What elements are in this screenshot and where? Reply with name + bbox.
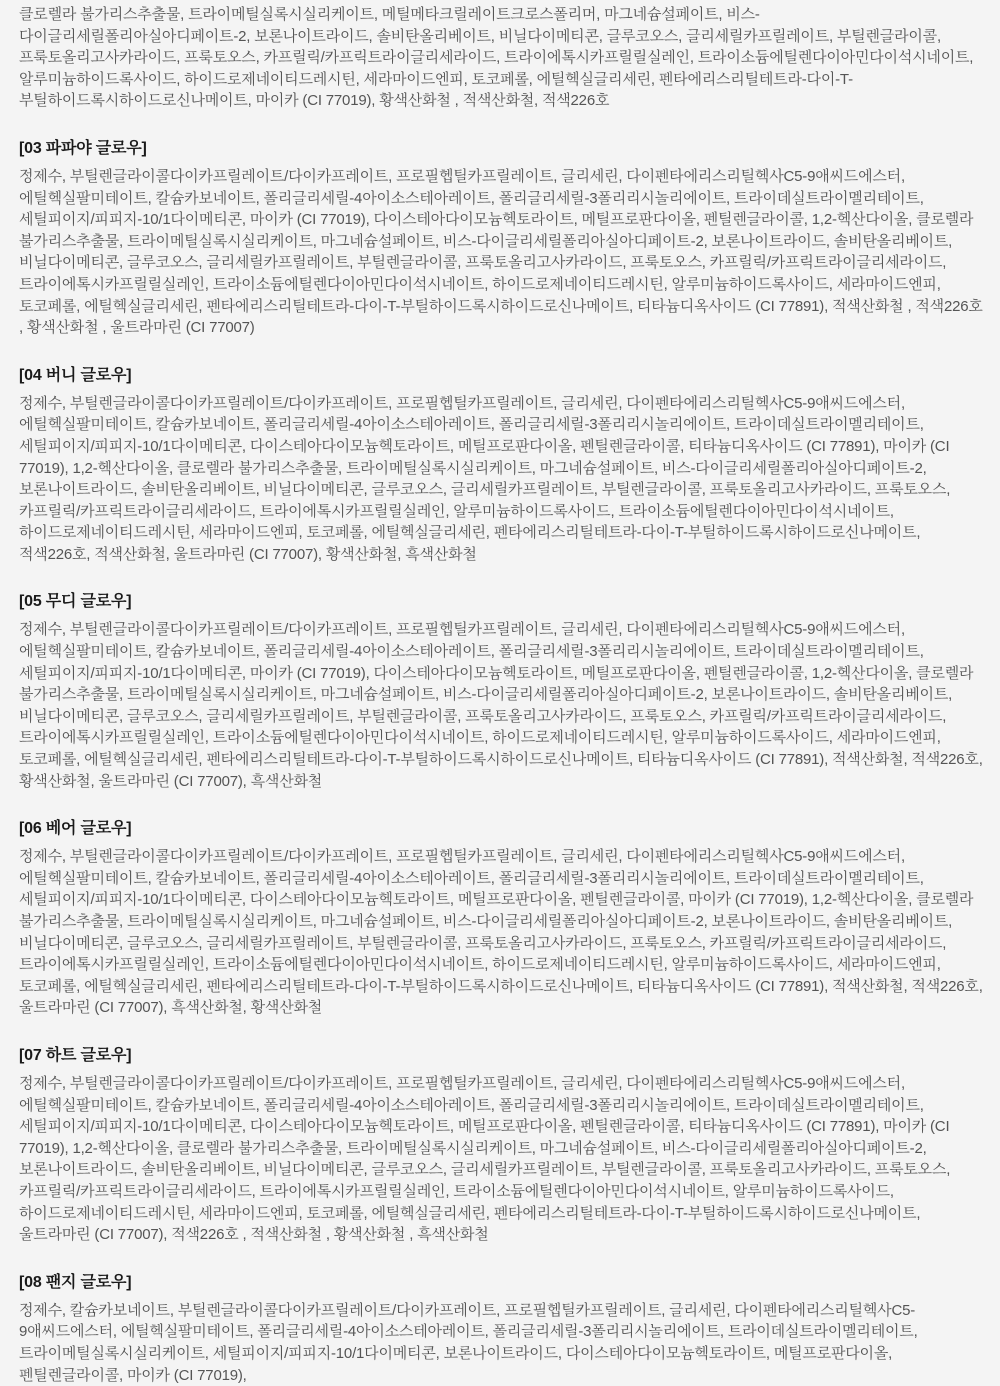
ingredient-section-07-heart-glow xyxy=(19,1045,987,1246)
ingredient-section-02-partial xyxy=(19,4,987,112)
shade-heading: [06 베어 글로우] xyxy=(19,820,132,838)
shade-heading: [07 하트 글로우] xyxy=(19,1046,132,1064)
ingredient-list: 클로렐라 불가리스추출물, 트라이메틸실록시실리케이트, 메틸메타크릴레이트크로스폴리머, 마그네슘설페이트, 비스-다이글리세릴폴리아실아디페이트-2, 보론나이트라이드, 솔비탄올리베이트, 비닐다이메티콘, 글루코오스, 글리세릴카프릴레이트, 부틸렌글라이콜, 프룩토올리고사카라이드, 프룩토오스, 카프릴릭/카프릭트라이글리세라이드, 트라이에톡시카프릴릴실레인, 트라이소듐에틸렌다이아민다이석시네이트, 알루미늄하이드록사이드, 하이드로제네이티드레시틴, 세라마이드엔피, 토코페롤, 에틸헥실글리세린, 펜타에리스리틸테트라-다이-T-부틸하이드록시하이드로신나메이트, 마이카 (CI 77019), 황색산화철 , 적색산화철, 적색226호 xyxy=(19,6,974,110)
ingredient-list: 정제수, 부틸렌글라이콜다이카프릴레이트/다이카프레이트, 프로필헵틸카프릴레이트, 글리세린, 다이펜타에리스리틸헥사C5-9애씨드에스터, 에틸헥실팔미테이트, 칼슘카보네이트, 폴리글리세릴-4아이소스테아레이트, 폴리글리세릴-3폴리리시놀리에이트, 트라이데실트라이멜리테이트, 세틸피이지/피피지-10/1다이메티콘, 마이카 (CI 77019), 다이스테아다이모늄헥토라이트, 메틸프로판다이올, 펜틸렌글라이콜, 1,2-헥산다이올, 클로렐라 불가리스추출물, 트라이메틸실록시실리케이트, 마그네슘설페이트, 비스-다이글리세릴폴리아실아디페이트-2, 보론나이트라이드, 솔비탄올리베이트, 비닐다이메티콘, 글루코오스, 글리세릴카프릴레이트, 부틸렌글라이콜, 프룩토올리고사카라이드, 프룩토오스, 카프릴릭/카프릭트라이글리세라이드, 트라이에톡시카프릴릴실레인, 트라이소듐에틸렌다이아민다이석시네이트, 하이드로제네이티드레시틴, 알루미늄하이드록사이드, 세라마이드엔피, 토코페롤, 에틸헥실글리세린, 펜타에리스리틸테트라-다이-T-부틸하이드록시하이드로신나메이트, 티타늄디옥사이드 (CI 77891), 적색산화철, 적색226호, 황색산화철, 울트라마린 (CI 77007), 흑색산화철 xyxy=(19,621,983,790)
ingredient-list: 정제수, 부틸렌글라이콜다이카프릴레이트/다이카프레이트, 프로필헵틸카프릴레이트, 글리세린, 다이펜타에리스리틸헥사C5-9애씨드에스터, 에틸헥실팔미테이트, 칼슘카보네이트, 폴리글리세릴-4아이소스테아레이트, 폴리글리세릴-3폴리리시놀리에이트, 트라이데실트라이멜리테이트, 세틸피이지/피피지-10/1다이메티콘, 다이스테아다이모늄헥토라이트, 메틸프로판다이올, 펜틸렌글라이콜, 마이카 (CI 77019), 1,2-헥산다이올, 클로렐라 불가리스추출물, 트라이메틸실록시실리케이트, 마그네슘설페이트, 비스-다이글리세릴폴리아실아디페이트-2, 보론나이트라이드, 솔비탄올리베이트, 비닐다이메티콘, 글루코오스, 글리세릴카프릴레이트, 부틸렌글라이콜, 프룩토올리고사카라이드, 프룩토오스, 카프릴릭/카프릭트라이글리세라이드, 트라이에톡시카프릴릴실레인, 트라이소듐에틸렌다이아민다이석시네이트, 하이드로제네이티드레시틴, 알루미늄하이드록사이드, 세라마이드엔피, 토코페롤, 에틸헥실글리세린, 펜타에리스리틸테트라-다이-T-부틸하이드록시하이드로신나메이트, 티타늄디옥사이드 (CI 77891), 적색산화철, 적색226호, 울트라마린 (CI 77007), 흑색산화철, 황색산화철 xyxy=(19,848,983,1017)
shade-heading: [08 팬지 글로우] xyxy=(19,1273,132,1291)
shade-heading: [04 버니 글로우] xyxy=(19,366,132,384)
ingredient-section-08-pansy-glow xyxy=(19,1272,987,1386)
shade-heading: [03 파파야 글로우] xyxy=(19,139,147,157)
ingredient-section-05-moody-glow xyxy=(19,591,987,792)
ingredient-list: 정제수, 부틸렌글라이콜다이카프릴레이트/다이카프레이트, 프로필헵틸카프릴레이트, 글리세린, 다이펜타에리스리틸헥사C5-9애씨드에스터, 에틸헥실팔미테이트, 칼슘카보네이트, 폴리글리세릴-4아이소스테아레이트, 폴리글리세릴-3폴리리시놀리에이트, 트라이데실트라이멜리테이트, 세틸피이지/피피지-10/1다이메티콘, 다이스테아다이모늄헥토라이트, 메틸프로판다이올, 펜틸렌글라이콜, 티타늄디옥사이드 (CI 77891), 마이카 (CI 77019), 1,2-헥산다이올, 클로렐라 불가리스추출물, 트라이메틸실록시실리케이트, 마그네슘설페이트, 비스-다이글리세릴폴리아실아디페이트-2, 보론나이트라이드, 솔비탄올리베이트, 비닐다이메티콘, 글루코오스, 글리세릴카프릴레이트, 부틸렌글라이콜, 프룩토올리고사카라이드, 프룩토오스, 카프릴릭/카프릭트라이글리세라이드, 트라이에톡시카프릴릴실레인, 트라이소듐에틸렌다이아민다이석시네이트, 알루미늄하이드록사이드, 하이드로제네이티드레시틴, 세라마이드엔피, 토코페롤, 에틸헥실글리세린, 펜타에리스리틸테트라-다이-T-부틸하이드록시하이드로신나메이트, 울트라마린 (CI 77007), 적색226호 , 적색산화철 , 황색산화철 , 흑색산화철 xyxy=(19,1074,951,1244)
ingredient-section-04-bunny-glow xyxy=(19,365,987,566)
ingredient-section-06-bare-glow xyxy=(19,818,987,1019)
ingredient-list: 정제수, 부틸렌글라이콜다이카프릴레이트/다이카프레이트, 프로필헵틸카프릴레이트, 글리세린, 다이펜타에리스리틸헥사C5-9애씨드에스터, 에틸헥실팔미테이트, 칼슘카보네이트, 폴리글리세릴-4아이소스테아레이트, 폴리글리세릴-3폴리리시놀리에이트, 트라이데실트라이멜리테이트, 세틸피이지/피피지-10/1다이메티콘, 다이스테아다이모늄헥토라이트, 메틸프로판다이올, 펜틸렌글라이콜, 티타늄디옥사이드 (CI 77891), 마이카 (CI 77019), 1,2-헥산다이올, 클로렐라 불가리스추출물, 트라이메틸실록시실리케이트, 마그네슘설페이트, 비스-다이글리세릴폴리아실아디페이트-2, 보론나이트라이드, 솔비탄올리베이트, 비닐다이메티콘, 글루코오스, 글리세릴카프릴레이트, 부틸렌글라이콜, 프룩토올리고사카라이드, 프룩토오스, 카프릴릭/카프릭트라이글리세라이드, 트라이에톡시카프릴릴실레인, 알루미늄하이드록사이드, 트라이소듐에틸렌다이아민다이석시네이트, 하이드로제네이티드레시틴, 세라마이드엔피, 토코페롤, 에틸헥실글리세린, 펜타에리스리틸테트라-다이-T-부틸하이드록시하이드로신나메이트, 적색226호, 적색산화철, 울트라마린 (CI 77007), 황색산화철, 흑색산화철 xyxy=(19,394,951,563)
ingredient-list: 정제수, 칼슘카보네이트, 부틸렌글라이콜다이카프릴레이트/다이카프레이트, 프로필헵틸카프릴레이트, 글리세린, 다이펜타에리스리틸헥사C5-9애씨드에스터, 에틸헥실팔미테이트, 폴리글리세릴-4아이소스테아레이트, 폴리글리세릴-3폴리리시놀리에이트, 트라이데실트라이멜리테이트, 트라이메틸실록시실리케이트, 세틸피이지/피피지-10/1다이메티콘, 보론나이트라이드, 다이스테아다이모늄헥토라이트, 메틸프로판다이올, 펜틸렌글라이콜, 마이카 (CI 77019), xyxy=(19,1301,918,1384)
ingredient-list: 정제수, 부틸렌글라이콜다이카프릴레이트/다이카프레이트, 프로필헵틸카프릴레이트, 글리세린, 다이펜타에리스리틸헥사C5-9애씨드에스터, 에틸헥실팔미테이트, 칼슘카보네이트, 폴리글리세릴-4아이소스테아레이트, 폴리글리세릴-3폴리리시놀리에이트, 트라이데실트라이멜리테이트, 세틸피이지/피피지-10/1다이메티콘, 마이카 (CI 77019), 다이스테아다이모늄헥토라이트, 메틸프로판다이올, 펜틸렌글라이콜, 1,2-헥산다이올, 클로렐라 불가리스추출물, 트라이메틸실록시실리케이트, 마그네슘설페이트, 비스-다이글리세릴폴리아실아디페이트-2, 보론나이트라이드, 솔비탄올리베이트, 비닐다이메티콘, 글루코오스, 글리세릴카프릴레이트, 부틸렌글라이콜, 프룩토올리고사카라이드, 프룩토오스, 카프릴릭/카프릭트라이글리세라이드, 트라이에톡시카프릴릴실레인, 트라이소듐에틸렌다이아민다이석시네이트, 하이드로제네이티드레시틴, 알루미늄하이드록사이드, 세라마이드엔피, 토코페롤, 에틸헥실글리세린, 펜타에리스리틸테트라-다이-T-부틸하이드록시하이드로신나메이트, 티타늄디옥사이드 (CI 77891), 적색산화철 , 적색226호 , 황색산화철 , 울트라마린 (CI 77007) xyxy=(19,167,983,337)
ingredient-section-03-papaya-glow xyxy=(19,138,987,339)
shade-heading: [05 무디 글로우] xyxy=(19,593,132,611)
